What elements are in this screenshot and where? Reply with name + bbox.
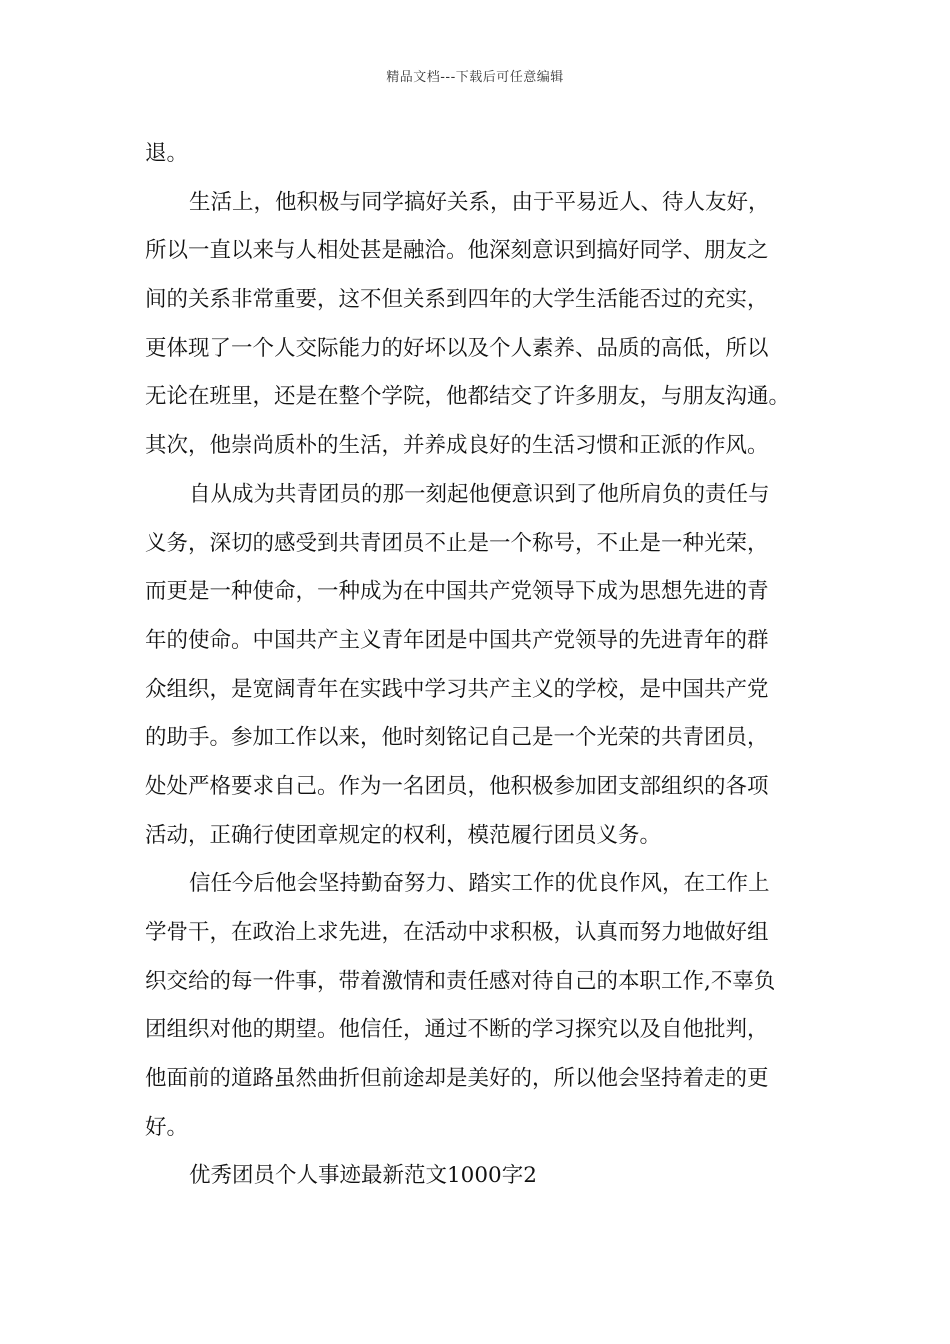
document-body: [145, 130, 817, 1201]
text-line: 众组织，是宽阔青年在实践中学习共产主义的学校，是中国共产党: [145, 676, 769, 702]
text-line: 所以一直以来与人相处甚是融洽。他深刻意识到搞好同学、朋友之: [145, 238, 769, 264]
text-line: 义务，深切的感受到共青团员不止是一个称号，不止是一种光荣，: [145, 530, 769, 556]
text-line: 活动，正确行使团章规定的权利，模范履行团员义务。: [145, 822, 662, 848]
text-line: 其次，他崇尚质朴的生活，并养成良好的生活习惯和正派的作风。: [145, 433, 769, 459]
text-line: 年的使命。中国共产主义青年团是中国共产党领导的先进青年的群: [145, 627, 769, 653]
text-line: 的助手。参加工作以来，他时刻铭记自己是一个光荣的共青团员，: [145, 725, 769, 751]
text-line: 信任今后他会坚持勤奋努力、踏实工作的优良作风，在工作上: [189, 871, 770, 897]
text-line: 无论在班里，还是在整个学院，他都结交了许多朋友，与朋友沟通。: [145, 384, 791, 410]
text-line: 织交给的每一件事，带着激情和责任感对待自己的本职工作,不辜负: [145, 968, 776, 994]
text-line: 团组织对他的期望。他信任，通过不断的学习探究以及自他批判，: [145, 1017, 769, 1043]
text-line: 更体现了一个人交际能力的好坏以及个人素养、品质的高低，所以: [145, 335, 769, 361]
text-line: 间的关系非常重要，这不但关系到四年的大学生活能否过的充实，: [145, 287, 769, 313]
page-header: 精品文档---下载后可任意编辑: [386, 70, 564, 85]
section-heading: 优秀团员个人事迹最新范文1000字2: [189, 1163, 537, 1189]
text-line: 他面前的道路虽然曲折但前途却是美好的，所以他会坚持着走的更: [145, 1066, 769, 1092]
text-line: 学骨干，在政治上求先进，在活动中求积极，认真而努力地做好组: [145, 920, 769, 945]
text-line: 处处严格要求自己。作为一名团员，他积极参加团支部组织的各项: [145, 773, 769, 799]
text-line: 生活上，他积极与同学搞好关系，由于平易近人、待人友好，: [189, 189, 770, 215]
text-line: 而更是一种使命，一种成为在中国共产党领导下成为思想先进的青: [145, 579, 769, 605]
text-line: 自从成为共青团员的那一刻起他便意识到了他所肩负的责任与: [189, 481, 770, 507]
text-line: 好。: [145, 1114, 189, 1140]
text-line: 退。: [145, 141, 189, 166]
